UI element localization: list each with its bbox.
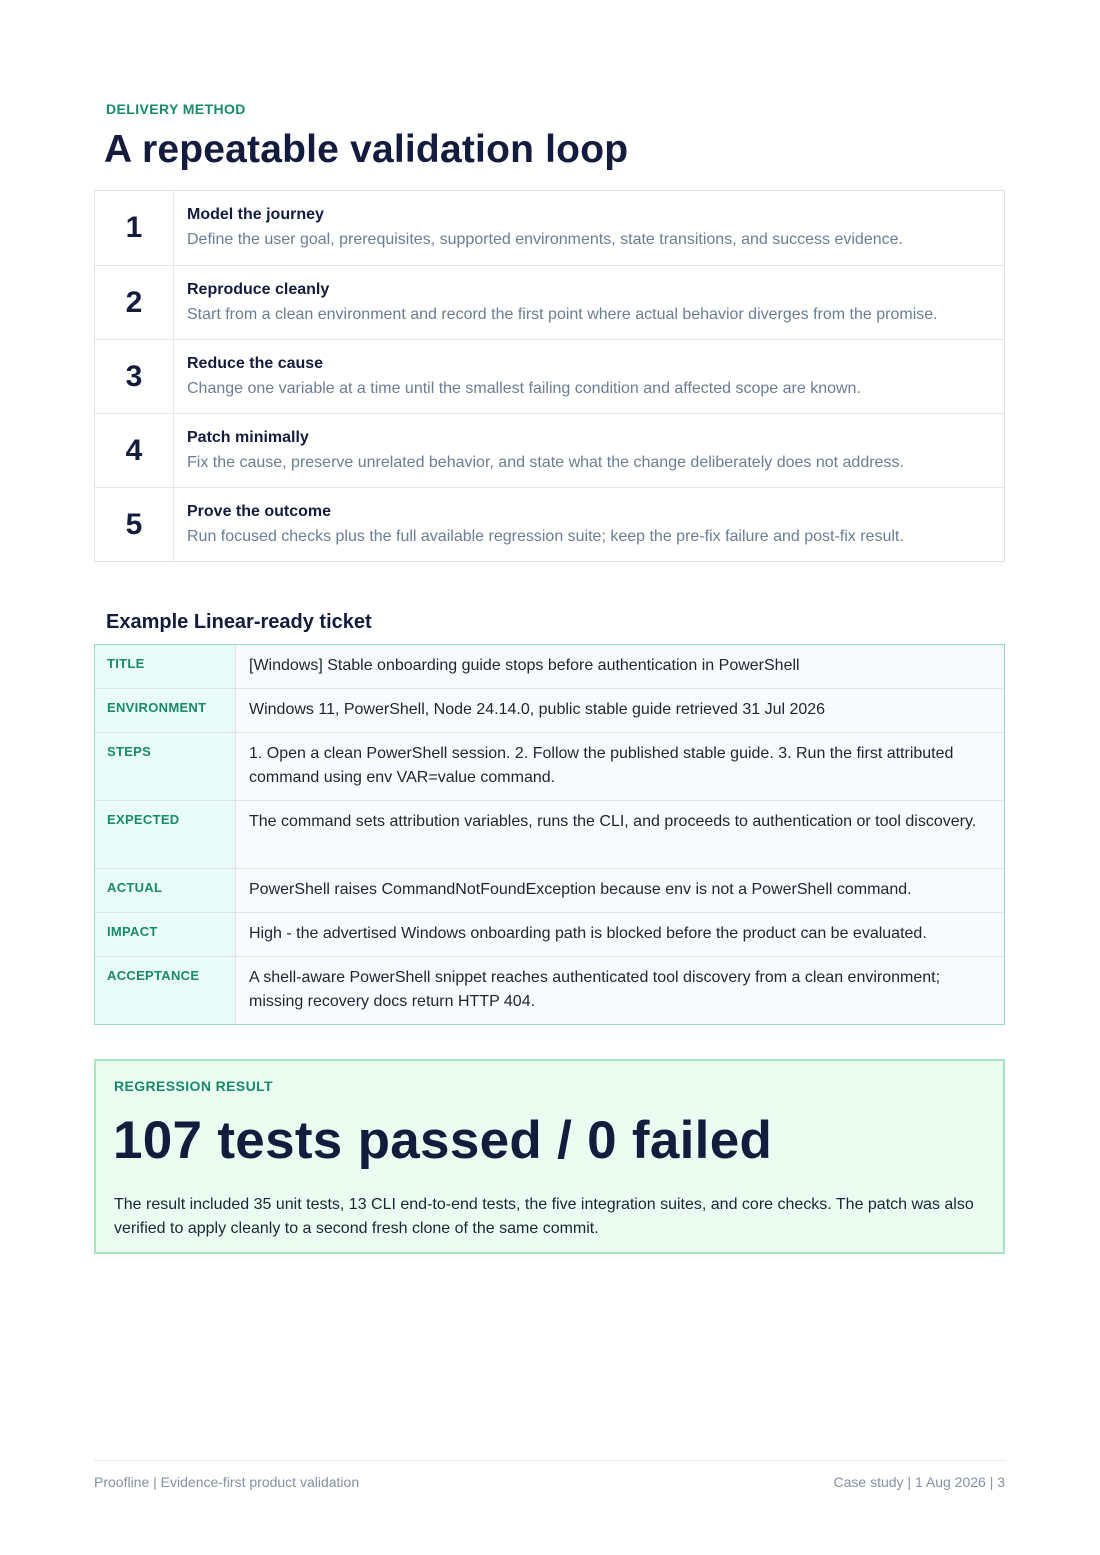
regression-label: REGRESSION RESULT — [114, 1078, 274, 1094]
ticket-table — [94, 644, 1005, 1025]
ticket-value: High - the advertised Windows onboarding path is blocked before the product can be evaluated. — [236, 913, 1004, 956]
footer-right: Case study | 1 Aug 2026 | 3 — [833, 1474, 1005, 1490]
ticket-heading: Example Linear-ready ticket — [106, 611, 372, 633]
ticket-row-impact — [95, 912, 1004, 956]
ticket-row-steps — [95, 732, 1004, 800]
ticket-row-expected — [95, 800, 1004, 868]
ticket-value: 1. Open a clean PowerShell session. 2. Follow the published stable guide. 3. Run the first attributed command using env VAR=value command. — [236, 733, 1004, 800]
ticket-row-environment — [95, 688, 1004, 732]
ticket-row-title — [95, 645, 1004, 688]
step-title: Prove the outcome — [187, 503, 332, 520]
step-row — [95, 265, 1004, 339]
step-number: 3 — [95, 340, 174, 413]
section-eyebrow: DELIVERY METHOD — [106, 101, 246, 117]
ticket-key: STEPS — [95, 733, 236, 800]
ticket-key: TITLE — [95, 645, 236, 688]
ticket-key: IMPACT — [95, 913, 236, 956]
ticket-value: Windows 11, PowerShell, Node 24.14.0, public stable guide retrieved 31 Jul 2026 — [236, 689, 1004, 732]
step-description: Run focused checks plus the full available regression suite; keep the pre-fix failure and post-fix result. — [187, 528, 904, 545]
step-description: Start from a clean environment and record the first point where actual behavior diverges from the promise. — [187, 306, 938, 323]
step-title: Patch minimally — [187, 429, 309, 446]
footer-divider — [94, 1460, 1005, 1461]
ticket-value: PowerShell raises CommandNotFoundException because env is not a PowerShell command. — [236, 869, 1004, 912]
step-body — [174, 340, 861, 413]
step-body — [174, 191, 903, 265]
ticket-key: ACTUAL — [95, 869, 236, 912]
step-description: Fix the cause, preserve unrelated behavior, and state what the change deliberately does not address. — [187, 454, 904, 471]
step-row — [95, 487, 1004, 561]
ticket-key: ENVIRONMENT — [95, 689, 236, 732]
step-number: 5 — [95, 488, 174, 561]
step-title: Model the journey — [187, 206, 324, 223]
regression-headline: 107 tests passed / 0 failed — [113, 1111, 773, 1170]
step-description: Define the user goal, prerequisites, supported environments, state transitions, and success evidence. — [187, 231, 903, 248]
regression-text: The result included 35 unit tests, 13 CLI end-to-end tests, the five integration suites, and core checks. The patch was also verified to apply cleanly to a second fresh clone of the same commit. — [114, 1196, 974, 1237]
step-body — [174, 266, 938, 339]
step-number: 1 — [95, 191, 174, 265]
ticket-value: [Windows] Stable onboarding guide stops before authentication in PowerShell — [236, 645, 1004, 688]
steps-table — [94, 190, 1005, 562]
ticket-value: A shell-aware PowerShell snippet reaches authenticated tool discovery from a clean environment; missing recovery docs return HTTP 404. — [236, 957, 1004, 1024]
step-row — [95, 191, 1004, 265]
step-row — [95, 413, 1004, 487]
step-title: Reproduce cleanly — [187, 281, 330, 298]
ticket-row-acceptance — [95, 956, 1004, 1024]
regression-result-card — [94, 1059, 1005, 1254]
step-title: Reduce the cause — [187, 355, 324, 372]
step-number: 2 — [95, 266, 174, 339]
step-body — [174, 414, 904, 487]
ticket-value: The command sets attribution variables, runs the CLI, and proceeds to authentication or tool discovery. — [236, 801, 1004, 868]
ticket-row-actual — [95, 868, 1004, 912]
ticket-key: EXPECTED — [95, 801, 236, 868]
step-body — [174, 488, 904, 561]
step-description: Change one variable at a time until the smallest failing condition and affected scope are known. — [187, 380, 861, 397]
footer-left: Proofline | Evidence-first product validation — [94, 1474, 360, 1490]
page-title: A repeatable validation loop — [104, 128, 629, 171]
step-row — [95, 339, 1004, 413]
ticket-key: ACCEPTANCE — [95, 957, 236, 1024]
step-number: 4 — [95, 414, 174, 487]
